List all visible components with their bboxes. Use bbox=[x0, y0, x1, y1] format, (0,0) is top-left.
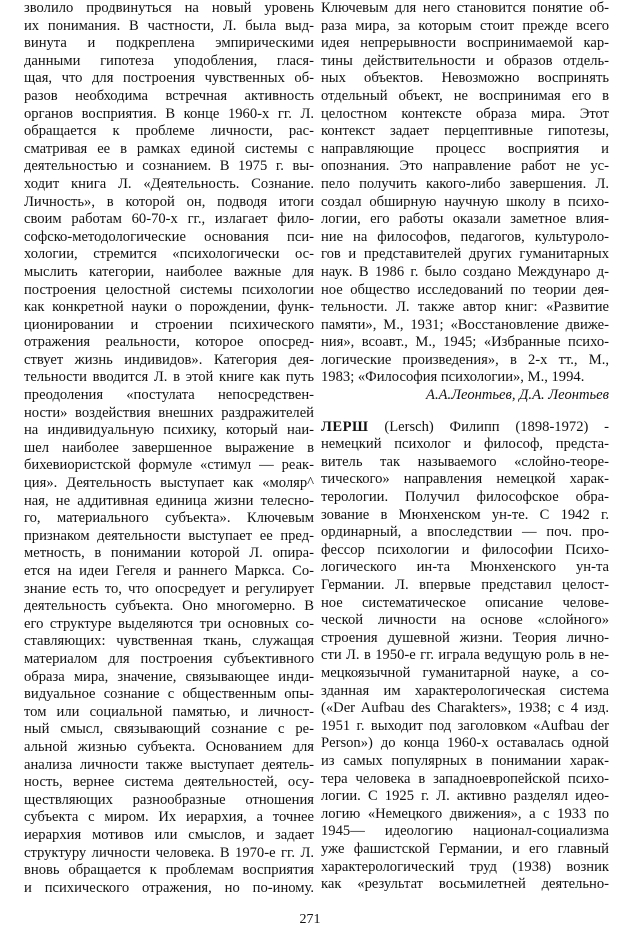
text-line: Германии. Л. впервые представил целост- bbox=[321, 577, 609, 593]
text-line: разов необходима встречная активность bbox=[24, 87, 314, 104]
text-line: контекст задает перцептивные гипотезы, bbox=[321, 123, 609, 140]
page-number: 271 bbox=[299, 912, 321, 927]
text-line: софско-методологические основания пси- bbox=[24, 228, 314, 245]
text-line: деятельность субъекта. Оно многомерно. В bbox=[24, 598, 314, 615]
text-line: как «результат восьмилетней деятельно- bbox=[321, 876, 609, 893]
text-line: субъекта с миром. Их иерархия, а точнее bbox=[24, 809, 314, 826]
text-line: направляющие процесс восприятия и bbox=[321, 140, 609, 157]
text-line: метность, в понимании которой Л. опира- bbox=[24, 545, 314, 562]
previous-entry-continuation bbox=[321, 0, 609, 387]
text-line: гов и представителей других гуманитарных bbox=[321, 246, 609, 263]
text-line: обращается к проблеме личности, рас- bbox=[24, 123, 314, 140]
text-line: строения душевной жизни. Теория лично- bbox=[321, 629, 609, 646]
entry-headword: ЛЕРШ bbox=[321, 418, 369, 435]
text-line: признаком деятельности выступает ее пред- bbox=[24, 527, 314, 544]
text-line: мецкоязычной гуманитарной науке, а со- bbox=[321, 664, 609, 681]
text-line: отражения реальности, которое опосред- bbox=[24, 334, 314, 351]
text-line: образа мира, значение, связывающее инди- bbox=[24, 668, 314, 685]
text-line: тельности вводится Л. в этой книге как путь bbox=[24, 369, 314, 386]
text-line: логию «Немецкого движения», а с 1933 по bbox=[321, 805, 609, 822]
text-line: фессор психологии и философии Психо- bbox=[321, 541, 609, 558]
text-line: ный смысл, связывающий сознание с ре- bbox=[24, 721, 314, 738]
text-line: ходит книга Л. «Деятельность. Сознание. bbox=[24, 175, 314, 192]
text-line: иерархия мотивов или смыслов, и задает bbox=[24, 826, 314, 843]
left-column bbox=[24, 0, 314, 897]
text-line: ординарный, а впоследствии — поч. про- bbox=[321, 524, 609, 541]
text-line: уже фашистской Германии, и его главный bbox=[321, 840, 609, 857]
entry-body bbox=[321, 436, 609, 893]
text-line: сти Л. в 1950-е гг. играла ведущую роль в не- bbox=[321, 647, 609, 664]
text-line: ется на идеи Гегеля и раннего Маркса. Со- bbox=[24, 563, 314, 579]
text-line: наук. В 1986 г. было создано Междунаро д- bbox=[321, 263, 609, 280]
text-line: ческой личности на основе «слойного» bbox=[321, 612, 609, 629]
text-line: знание есть то, что опосредует и регулирует bbox=[24, 580, 314, 597]
text-line: логии. С 1925 г. Л. активно разделял идео- bbox=[321, 788, 609, 805]
text-line: альной жизнью субъекта. Основанием для bbox=[24, 738, 314, 755]
text-line: зданная им характерологическая система bbox=[321, 682, 609, 699]
text-line: тины действительности и образов отдель- bbox=[321, 52, 609, 69]
text-line: их понимания. В частности, Л. была выд- bbox=[24, 17, 314, 34]
text-line: ности» воздействия внешних раздражителей bbox=[24, 404, 314, 421]
text-line: щая, что для построения чувственных об- bbox=[24, 70, 314, 87]
text-line: и психического отражения, но по-иному. bbox=[24, 879, 314, 896]
text-line: памяти», М., 1931; «Восстановление движе- bbox=[321, 316, 609, 333]
text-line: Ключевым для него становится понятие об- bbox=[321, 0, 609, 16]
text-line: ционировании и строении психического bbox=[24, 316, 314, 333]
text-line: ность, вернее система деятельностей, осу- bbox=[24, 774, 314, 791]
text-line: ное систематическое описание челове- bbox=[321, 594, 609, 611]
text-line: витель так называемого «слойно-теоре- bbox=[321, 453, 609, 470]
text-line: данными гипотеза уподобления, глася- bbox=[24, 52, 314, 69]
text-line: ставляющих: чувственная ткань, служащая bbox=[24, 633, 314, 650]
text-line: опознания. Это направление работ не ус- bbox=[321, 158, 609, 175]
text-line: деятельностью и сознанием. В 1975 г. вы- bbox=[24, 158, 314, 175]
text-line: на индивидуальную психику, который наи- bbox=[24, 422, 314, 439]
text-line: 1983; «Философия психологии», М., 1994. bbox=[321, 369, 585, 386]
text-line: хологии, стремится «психологически ос- bbox=[24, 246, 314, 263]
text-line: ствует жизнь индивидов». Категория дея- bbox=[24, 351, 314, 368]
text-line: анализа личности также выступает деятель- bbox=[24, 756, 314, 773]
text-line: создал обширную научную школу в психо- bbox=[321, 193, 609, 210]
text-line: зволило продвинуться на новый уровень bbox=[24, 0, 314, 16]
text-line: терологии. Получил философское обра- bbox=[321, 489, 609, 506]
text-line: построения целостной системы психологии bbox=[24, 281, 314, 298]
text-line: пело получить какого-либо завершения. Л. bbox=[321, 175, 609, 192]
text-line: из самых популярных в понимании харак- bbox=[321, 752, 609, 769]
text-line: своим работам 60-70-х гг., излагает фило- bbox=[24, 211, 314, 228]
text-line: Person») до конца 1960-х оставалась одной bbox=[321, 735, 609, 752]
text-line: винута и подкреплена эмпирическими bbox=[24, 35, 314, 52]
text-line: («Der Aufbau des Charakters», 1938; с 4 изд. bbox=[321, 700, 609, 717]
text-line: Личность», в которой он, подводя итоги bbox=[24, 193, 314, 210]
text-line: раза мира, за которым стоит прежде всего bbox=[321, 17, 609, 34]
text-line: материалом для построения субъективного bbox=[24, 650, 314, 667]
text-line: 1951 г. выходит под заголовком «Aufbau der bbox=[321, 717, 609, 734]
text-line: характерологический труд (1938) возник bbox=[321, 858, 609, 875]
text-line: структуру личности человека. В 1970-е гг. Л. bbox=[24, 844, 314, 861]
text-line: том или социальной памятью, и личност- bbox=[24, 703, 314, 720]
text-line: зование в Мюнхенском ун-те. С 1942 г. bbox=[321, 506, 609, 523]
text-line: бихевиористской формуле «стимул — реак- bbox=[24, 457, 314, 474]
text-line: ществляющих разнообразные отношения bbox=[24, 791, 314, 808]
text-line: го, материального субъекта». Ключевым bbox=[24, 510, 314, 527]
text-line: видуальное сознание с общественным опы- bbox=[24, 686, 314, 703]
text-line: логические произведения», в 2-х тт., М., bbox=[321, 351, 609, 368]
text-line: ных объектов. Невозможно воспринять bbox=[321, 70, 609, 87]
text-line: ная, не аддитивная единица жизни телесно- bbox=[24, 492, 314, 509]
text-line: ное общество исследований по теории дея- bbox=[321, 281, 609, 298]
text-line: ция». Деятельность выступает как «моляр^ bbox=[24, 475, 314, 492]
text-line: тического» направления немецкой харак- bbox=[321, 471, 609, 488]
text-line: сматривая ее в рамках единой системы с bbox=[24, 140, 314, 157]
entry-signature: А.А.Леонтьев, Д.А. Леонтьев bbox=[426, 387, 609, 404]
text-line: ние на философов, педагогов, культуроло- bbox=[321, 228, 609, 245]
text-line: его структуре выделяются три основных со- bbox=[24, 615, 314, 632]
entry-separator bbox=[321, 405, 609, 419]
text-line: преодоления «постулата непосредствен- bbox=[24, 387, 314, 404]
text-line: органов восприятия. В конце 1960-х гг. Л. bbox=[24, 105, 314, 122]
text-line: мыслить категории, наиболее важные для bbox=[24, 263, 314, 280]
text-line: ния», всоавт., М., 1945; «Избранные психо- bbox=[321, 334, 609, 351]
text-line: целостном контексте образа мира. Этот bbox=[321, 105, 609, 122]
text-line: отдельный объект, не воспринимая его в bbox=[321, 87, 609, 104]
text-line: логического ин-та Мюнхенского ун-та bbox=[321, 559, 609, 576]
text-line: вновь обращается к проблемам восприятия bbox=[24, 862, 314, 879]
text-line: идея непрерывности воспринимаемой кар- bbox=[321, 35, 609, 52]
entry-first-line bbox=[321, 419, 609, 437]
text-line: тера человека в западноевропейской психо- bbox=[321, 770, 609, 787]
text-line: 1945— идеологию национал-социализма bbox=[321, 823, 609, 840]
text-line: логии, его работы оказали заметное влия- bbox=[321, 211, 609, 228]
text-line: как конкретной науки о порождении, функ- bbox=[24, 299, 314, 316]
text-line: шел наиболее завершенное выражение в bbox=[24, 439, 314, 456]
text-line: тельности. Л. также автор книг: «Развитие bbox=[321, 299, 609, 316]
text-line: немецкий психолог и философ, предста- bbox=[321, 436, 609, 453]
entry-first-line-text: (Lersch) Филипп (1898-1972) - bbox=[368, 418, 609, 435]
right-column bbox=[321, 0, 609, 894]
